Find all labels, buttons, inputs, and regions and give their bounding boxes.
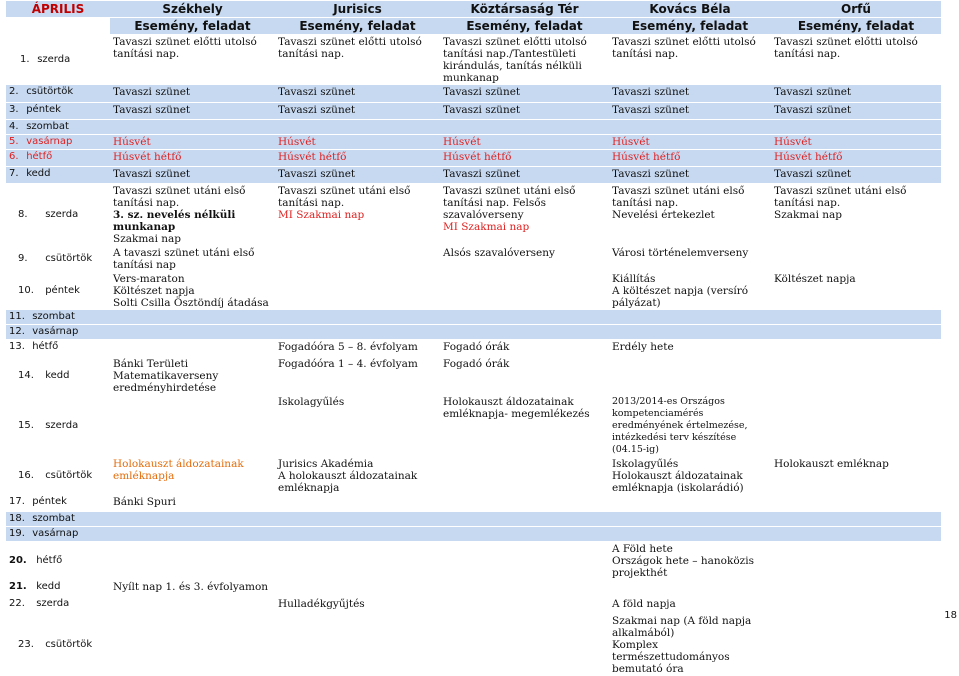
event-cell: Tavaszi szünet bbox=[440, 85, 609, 102]
date-cell: 20. hétfő bbox=[6, 542, 110, 581]
event-header: Esemény, feladat bbox=[275, 18, 440, 35]
date-cell: 13. hétfő bbox=[6, 340, 110, 357]
event-cell: 2013/2014-es Országos kompetenciamérés eredményének értelmezése, intézkedési terv készítése (04.15-ig) bbox=[609, 395, 771, 457]
date-cell: 7. kedd bbox=[6, 166, 110, 183]
date-cell: 18. szombat bbox=[6, 512, 110, 527]
event-header: Esemény, feladat bbox=[440, 18, 609, 35]
event-cell: A tavaszi szünet utáni első tanítási nap bbox=[110, 246, 275, 272]
event-cell: Iskolagyűlés bbox=[275, 395, 440, 457]
table-row bbox=[6, 183, 941, 246]
event-cell: Hulladékgyűjtés bbox=[275, 597, 440, 614]
date-cell: 2. csütörtök bbox=[6, 85, 110, 102]
event-cell: Húsvét bbox=[771, 134, 941, 149]
event-cell: Holokauszt emléknap bbox=[771, 457, 941, 495]
event-cell: Húsvét hétfő bbox=[771, 149, 941, 166]
date-cell: 22. szerda bbox=[6, 597, 110, 614]
school-header: Székhely bbox=[110, 1, 275, 18]
school-header: Orfű bbox=[771, 1, 941, 18]
table-row bbox=[6, 457, 941, 495]
month-title: ÁPRILIS bbox=[6, 1, 110, 18]
event-cell: Tavaszi szünet bbox=[275, 102, 440, 119]
event-cell: Tavaszi szünet utáni első tanítási nap. MI Szakmai nap bbox=[275, 183, 440, 246]
date-cell: 17. péntek bbox=[6, 495, 110, 512]
event-cell: Tavaszi szünet utáni első tanítási nap. Felsős szavalóverseny MI Szakmai nap bbox=[440, 183, 609, 246]
event-cell: Húsvét hétfő bbox=[609, 149, 771, 166]
event-cell: Fogadóóra 1 – 4. évfolyam bbox=[275, 357, 440, 395]
date-cell: 3. péntek bbox=[6, 102, 110, 119]
event-cell: Bánki Területi Matematikaverseny eredményhirdetése bbox=[110, 357, 275, 395]
date-cell: 5. vasárnap bbox=[6, 134, 110, 149]
table-row bbox=[6, 246, 941, 272]
event-cell: Tavaszi szünet bbox=[110, 166, 275, 183]
event-cell: Húsvét bbox=[609, 134, 771, 149]
table-row bbox=[6, 325, 941, 340]
event-cell: Tavaszi szünet előtti utolsó tanítási nap. bbox=[771, 35, 941, 86]
date-cell: 8. szerda bbox=[6, 183, 110, 246]
school-header: Kovács Béla bbox=[609, 1, 771, 18]
event-cell: Holokauszt áldozatainak emléknapja bbox=[110, 457, 275, 495]
date-cell: 19. vasárnap bbox=[6, 527, 110, 542]
event-cell: Kiállítás A költészet napja (versíró pályázat) bbox=[609, 272, 771, 310]
event-cell: A föld napja bbox=[609, 597, 771, 614]
event-header: Esemény, feladat bbox=[609, 18, 771, 35]
event-cell: Nyílt nap 1. és 3. évfolyamon bbox=[110, 580, 275, 597]
page-number: 18 bbox=[944, 610, 957, 621]
table-row bbox=[6, 597, 941, 614]
date-cell: 10. péntek bbox=[6, 272, 110, 310]
event-header: Esemény, feladat bbox=[771, 18, 941, 35]
header-row-schools bbox=[6, 1, 941, 18]
event-cell: Városi történelemverseny bbox=[609, 246, 771, 272]
event-header: Esemény, feladat bbox=[110, 18, 275, 35]
event-cell: Húsvét bbox=[275, 134, 440, 149]
event-cell: Tavaszi szünet bbox=[609, 102, 771, 119]
date-cell: 1. szerda bbox=[6, 35, 110, 86]
event-cell: Tavaszi szünet bbox=[609, 85, 771, 102]
table-row bbox=[6, 495, 941, 512]
table-row bbox=[6, 102, 941, 119]
event-cell: Tavaszi szünet bbox=[275, 166, 440, 183]
table-row bbox=[6, 272, 941, 310]
event-cell: Iskolagyűlés Holokauszt áldozatainak emléknapja (iskolarádió) bbox=[609, 457, 771, 495]
table-row bbox=[6, 310, 941, 325]
table-row bbox=[6, 340, 941, 357]
table-row bbox=[6, 35, 941, 86]
event-cell: Húsvét bbox=[440, 134, 609, 149]
event-cell: Tavaszi szünet bbox=[440, 102, 609, 119]
table-row bbox=[6, 527, 941, 542]
event-cell: Húsvét hétfő bbox=[275, 149, 440, 166]
table-row bbox=[6, 119, 941, 134]
date-cell: 6. hétfő bbox=[6, 149, 110, 166]
event-cell: Holokauszt áldozatainak emléknapja- megemlékezés bbox=[440, 395, 609, 457]
event-cell: Vers-maraton Költészet napja Solti Csilla Ösztöndíj átadása bbox=[110, 272, 275, 310]
event-cell: Tavaszi szünet előtti utolsó tanítási nap./Tantestületi kirándulás, tanítás nélküli munkanap bbox=[440, 35, 609, 86]
table-row bbox=[6, 85, 941, 102]
event-cell: Tavaszi szünet bbox=[771, 166, 941, 183]
event-cell: Szakmai nap (A föld napja alkalmából) Komplex természettudományos bemutató óra bbox=[609, 614, 771, 676]
table-row bbox=[6, 580, 941, 597]
date-cell: 4. szombat bbox=[6, 119, 110, 134]
event-cell: Tavaszi szünet bbox=[609, 166, 771, 183]
event-cell: Tavaszi szünet bbox=[440, 166, 609, 183]
table-row bbox=[6, 512, 941, 527]
schedule-table bbox=[6, 1, 941, 676]
date-cell: 11. szombat bbox=[6, 310, 110, 325]
event-cell: Tavaszi szünet bbox=[275, 85, 440, 102]
table-row bbox=[6, 395, 941, 457]
event-cell: Tavaszi szünet bbox=[771, 85, 941, 102]
event-cell: Tavaszi szünet előtti utolsó tanítási nap. bbox=[110, 35, 275, 86]
date-cell: 14. kedd bbox=[6, 357, 110, 395]
event-cell: Jurisics Akadémia A holokauszt áldozatainak emléknapja bbox=[275, 457, 440, 495]
event-cell: Tavaszi szünet bbox=[110, 102, 275, 119]
date-cell: 9. csütörtök bbox=[6, 246, 110, 272]
table-row bbox=[6, 134, 941, 149]
event-cell: A Föld hete Országok hete – hanoközis projekthét bbox=[609, 542, 771, 581]
event-cell: Tavaszi szünet előtti utolsó tanítási nap. bbox=[609, 35, 771, 86]
event-cell: Erdély hete bbox=[609, 340, 771, 357]
school-header: Jurisics bbox=[275, 1, 440, 18]
header-row-events bbox=[6, 18, 941, 35]
date-cell: 21. kedd bbox=[6, 580, 110, 597]
event-cell: Fogadó órák bbox=[440, 357, 609, 395]
event-cell: Költészet napja bbox=[771, 272, 941, 310]
event-cell: Tavaszi szünet utáni első tanítási nap. 3. sz. nevelés nélküli munkanap Szakmai nap bbox=[110, 183, 275, 246]
date-cell: 12. vasárnap bbox=[6, 325, 110, 340]
event-cell: Fogadóóra 5 – 8. évfolyam bbox=[275, 340, 440, 357]
event-cell: Tavaszi szünet előtti utolsó tanítási nap. bbox=[275, 35, 440, 86]
event-cell: Tavaszi szünet bbox=[771, 102, 941, 119]
event-cell: Tavaszi szünet utáni első tanítási nap. Nevelési értekezlet bbox=[609, 183, 771, 246]
event-cell: Tavaszi szünet utáni első tanítási nap. Szakmai nap bbox=[771, 183, 941, 246]
school-header: Köztársaság Tér bbox=[440, 1, 609, 18]
table-row bbox=[6, 357, 941, 395]
table-row bbox=[6, 149, 941, 166]
table-row bbox=[6, 614, 941, 676]
event-cell: Húsvét bbox=[110, 134, 275, 149]
date-cell: 16. csütörtök bbox=[6, 457, 110, 495]
event-cell: Húsvét hétfő bbox=[440, 149, 609, 166]
event-cell: Húsvét hétfő bbox=[110, 149, 275, 166]
table-row bbox=[6, 166, 941, 183]
date-cell: 15. szerda bbox=[6, 395, 110, 457]
date-cell: 23. csütörtök bbox=[6, 614, 110, 676]
event-cell: Alsós szavalóverseny bbox=[440, 246, 609, 272]
event-cell: Bánki Spuri bbox=[110, 495, 275, 512]
table-row bbox=[6, 542, 941, 581]
event-cell: Fogadó órák bbox=[440, 340, 609, 357]
event-cell: Tavaszi szünet bbox=[110, 85, 275, 102]
